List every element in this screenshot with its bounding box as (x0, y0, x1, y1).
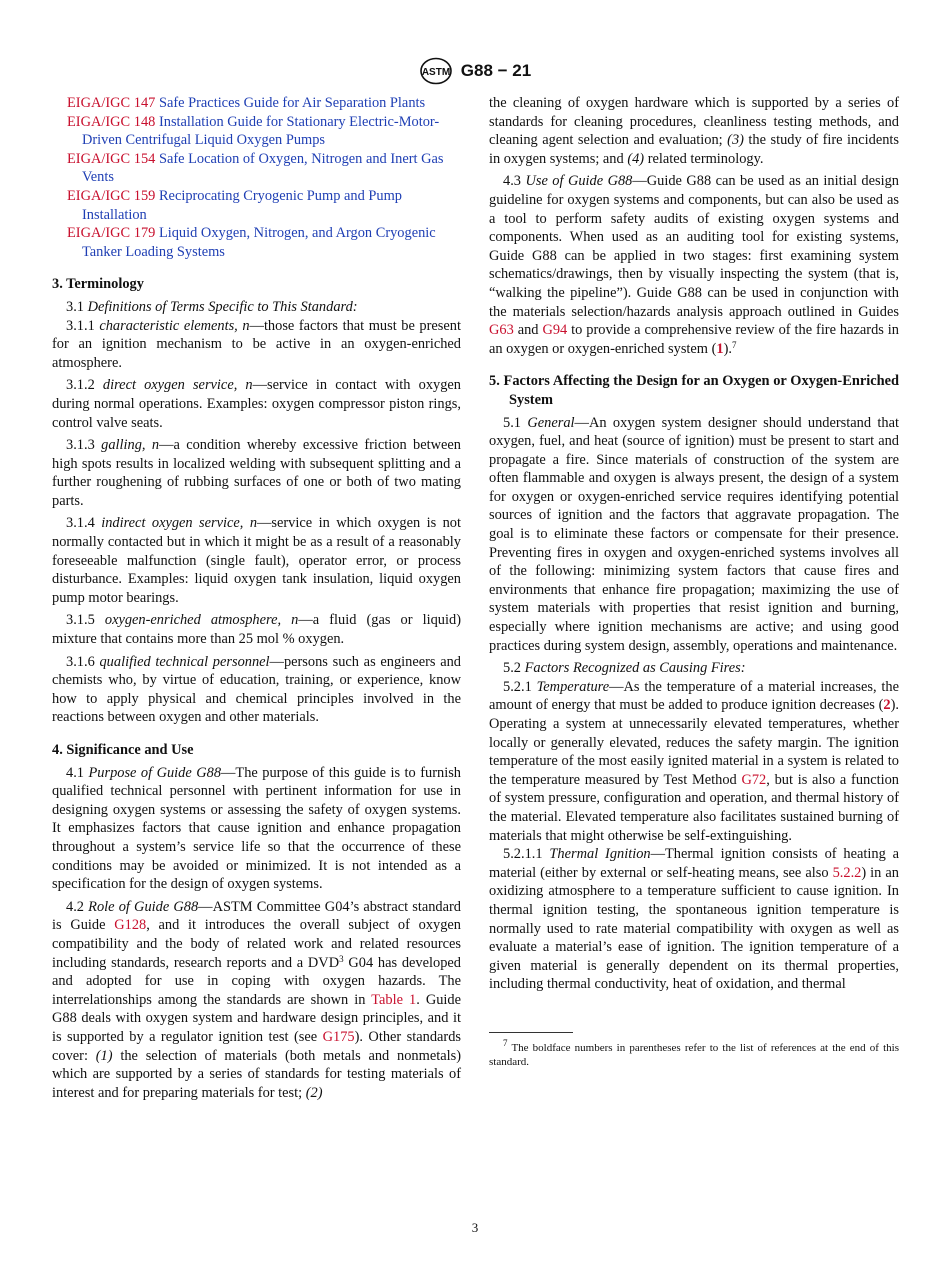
link-g72[interactable]: G72 (741, 771, 767, 788)
reference-code[interactable]: EIGA/IGC 179 (67, 225, 156, 242)
reference-link[interactable]: Installation Guide for Stationary Electric-Motor-Driven Centrifugal Liquid Oxygen Pumps (82, 113, 440, 149)
reference-link[interactable]: Reciprocating Cryogenic Pump and Pump Installation (82, 187, 402, 223)
reference-code[interactable]: EIGA/IGC 154 (67, 150, 156, 167)
reference-1-link[interactable]: 1 (716, 340, 724, 357)
para-3-1: 3.1 Definitions of Terms Specific to This Standard: (66, 298, 358, 315)
section-5-heading: 5. Factors Affecting the Design for an Oxygen or Oxygen-Enriched System (489, 373, 899, 408)
reference-item (52, 94, 461, 113)
standard-designation: G88 − 21 (460, 61, 532, 80)
right-column (489, 94, 899, 1070)
footnote-7-marker: 7 (731, 339, 737, 350)
reference-link[interactable]: Liquid Oxygen, Nitrogen, and Argon Cryogenic Tanker Loading Systems (82, 225, 436, 260)
page-header (0, 57, 950, 85)
svg-text:ASTM: ASTM (421, 67, 450, 78)
para-5-2-1: 5.2.1 Temperature—As the temperature of a material increases, the amount of energy that must be added to produce ignition decreases (2). Operating a system at unnecessarily elevated temperatures, whether locally or generally elevated, reduces the safety margin. The ignition temperature of the most easily ignited material in a system is related to the temperature measured by Test Method G72, but is also a function of system pressure, configuration and operation, and thermal history of the material. Elevated temperature also facilitates sustained burning of materials that might otherwise be self-extinguishing. (489, 678, 900, 844)
para-4-2-continued: the cleaning of oxygen hardware which is supported by a series of standards for cleaning procedures, cleanliness testing methods, and cleaning agent selection and evaluation; (3) the study of fire incidents in oxygen systems; and (4) related terminology. (489, 95, 899, 167)
footnote-7: $^7$ The boldface numbers in parentheses refer to the list of references at the end of this standard. (489, 1037, 899, 1069)
left-column (52, 94, 461, 1102)
reference-item (52, 224, 461, 261)
para-5-2: 5.2 Factors Recognized as Causing Fires: (503, 660, 746, 677)
para-3-1-3: 3.1.3 galling, n—a condition whereby excessive friction between high spots results in localized welding with subsequent splitting and a further roughening of rubbing surfaces of one or both of two mating parts. (52, 437, 461, 509)
section-4-heading: 4. Significance and Use (52, 742, 194, 758)
link-g94[interactable]: G94 (542, 322, 568, 339)
section-3-heading: 3. Terminology (52, 276, 144, 293)
para-3-1-2: 3.1.2 direct oxygen service, n—service in contact with oxygen during normal operations. Examples: oxygen compressor piston rings, control valve seats. (52, 377, 461, 431)
reference-code[interactable]: EIGA/IGC 147 (67, 95, 156, 111)
link-g63[interactable]: G63 (489, 322, 514, 339)
para-5-1: 5.1 General—An oxygen system designer should understand that oxygen, fuel, and heat (source of ignition) must be present to start and propagate a fire. Since materials of construction of the system are often flammable and oxygen is always present, the design of a system for oxygen or oxygen-enriched service requires identifying potential sources of ignition and the factors that aggravate propagation. The goal is to eliminate these factors or compensate for their presence. Preventing fires in oxygen and oxygen-enriched systems involves all of the following: minimizing system factors that cause fires and environments that enhance fire propagation; maximizing the use of system materials with properties that resist ignition and burning, especially where ignition mechanisms are active; and using good practices during system design, assembly, operations and maintenance. (489, 414, 899, 654)
page-number: 3 (471, 1220, 479, 1235)
link-g175[interactable]: G175 (322, 1028, 355, 1045)
para-5-2-1-1: 5.2.1.1 Thermal Ignition—Thermal ignition consists of heating a material (either by external or self-heating means, see also 5.2.2) in an oxidizing atmosphere to a temperature sufficient to cause ignition. In thermal ignition testing, the spontaneous ignition temperature is normally used to rate material compatibility with oxygen as well as evaluate a material’s ease of ignition. The ignition temperature of a given material is generally dependent on its thermal properties, including thermal conductivity, heat of oxidation, and thermal (489, 846, 899, 993)
reference-item (52, 113, 461, 150)
reference-2-link[interactable]: 2 (883, 697, 891, 714)
reference-code[interactable]: EIGA/IGC 148 (67, 113, 156, 130)
para-3-1-4: 3.1.4 indirect oxygen service, n—service in which oxygen is not normally contacted but in which it might be as a result of a reasonably foreseeable malfunction (single fault), operator error, or process disturbance. Examples: liquid oxygen tank insulation, liquid oxygen pump motor bearings. (52, 515, 461, 606)
reference-list (52, 94, 461, 261)
para-4-3: 4.3 Use of Guide G88—Guide G88 can be used as an initial design guideline for oxygen systems and components, but can also be used as a tool to perform safety audits of existing oxygen systems and components. When used as an auditing tool for existing systems, Guide G88 can be applied in two stages: first examining system schematics/drawings, then by visually inspecting the system (that is, “walking the pipeline”). Guide G88 can be used in conjunction with the materials selection/hazards analysis approach outlined in Guides G63 and G94 to provide a comprehensive review of the fire hazards in an oxygen or oxygen-enriched system (1).$^7$ (489, 173, 899, 357)
para-3-1-1: 3.1.1 characteristic elements, n—those factors that must be present for an ignition mechanism to be active in an oxygen-enriched atmosphere. (52, 317, 461, 371)
para-4-2: 4.2 Role of Guide G88—ASTM Committee G04’s abstract standard is Guide G128, and it introduces the overall subject of oxygen compatibility and the body of related work and related resources including standards, research reports and a DVD$^3$ G04 has developed and adopted for use in coping with oxygen hazards. The interrelationships among the standards are shown in Table 1. Guide G88 deals with oxygen system and hardware design principles, and it is supported by a regulator ignition test (see G175). Other standards cover: (1) the selection of materials (both metals and nonmetals) which are supported by a series of standards for testing materials of interest and for preparing materials for test; (2) (52, 898, 462, 1101)
para-3-1-5: 3.1.5 oxygen-enriched atmosphere, n—a fluid (gas or liquid) mixture that contains more than 25 mol % oxygen. (52, 612, 461, 648)
reference-link[interactable]: Safe Location of Oxygen, Nitrogen and Inert Gas Vents (82, 150, 444, 186)
reference-code[interactable]: EIGA/IGC 159 (67, 187, 156, 204)
reference-link[interactable]: Safe Practices Guide for Air Separation Plants (158, 95, 426, 111)
para-4-1: 4.1 Purpose of Guide G88—The purpose of this guide is to furnish qualified technical personnel with pertinent information for use in designing oxygen systems or assessing the safety of oxygen systems. It emphasizes factors that cause ignition and enhance propagation throughout a system’s service life so that the occurrence of these conditions may be avoided or minimized. It is not intended as a specification for the design of oxygen systems. (52, 764, 461, 893)
reference-item (52, 187, 461, 224)
link-table-1[interactable]: Table 1 (371, 991, 417, 1008)
link-5-2-2[interactable]: 5.2.2 (832, 864, 862, 881)
para-3-1-6: 3.1.6 qualified technical personnel—persons such as engineers and chemists who, by virtue of education, training, or experience, know how to apply physical and chemical principles involved in the reactions between oxygen and other materials. (52, 653, 461, 726)
footnote-divider (489, 1032, 573, 1033)
reference-item (52, 150, 461, 187)
astm-logo-icon (419, 57, 453, 85)
link-g128[interactable]: G128 (114, 917, 147, 934)
